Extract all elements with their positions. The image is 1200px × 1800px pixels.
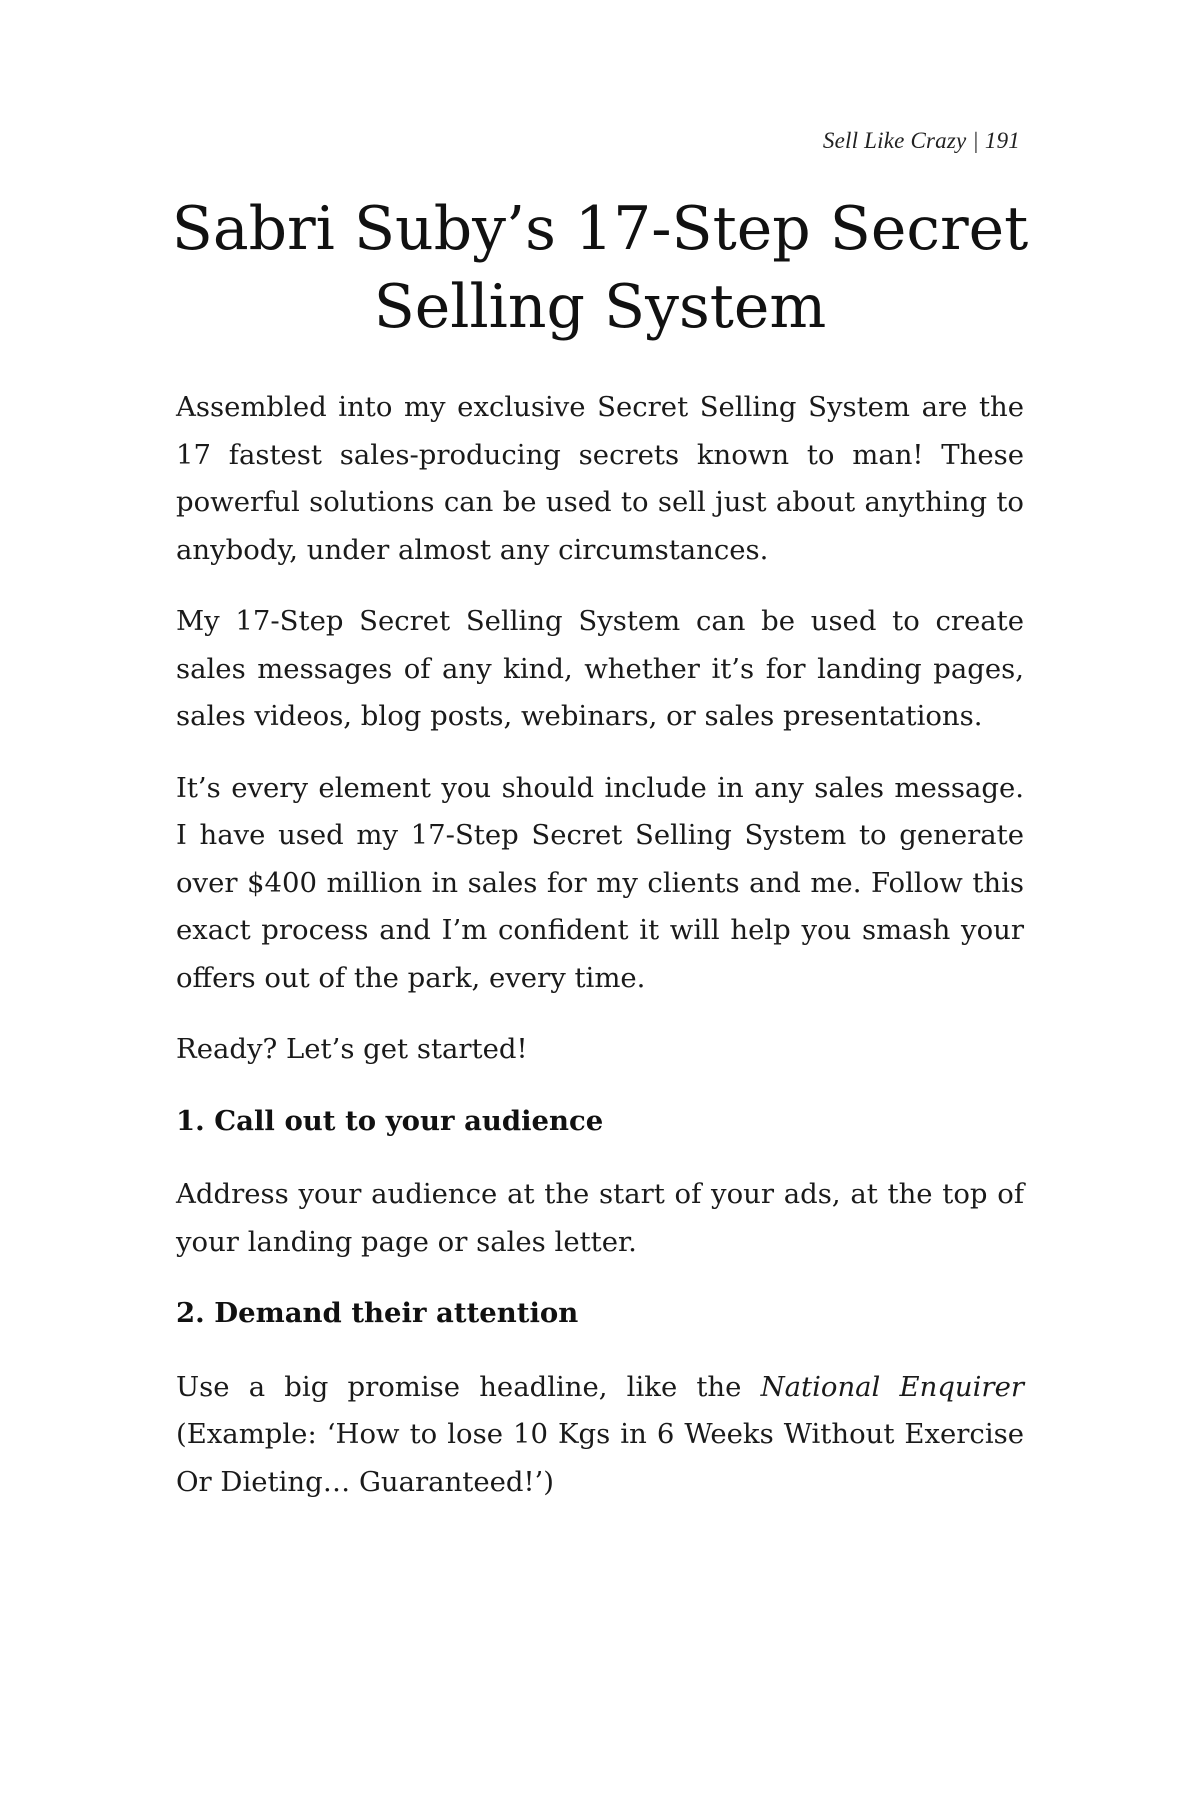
intro-paragraph-3: It’s every element you should include in any sales message. I have used my 17-Step Secret Selling System to generate over $400 million in sales for my clients and me. Follow this exact process and I’m confident it will help you smash your offers out of the park, every time. xyxy=(176,771,1024,994)
chapter-title xyxy=(150,190,1050,346)
step-2-publication-name: National Enquirer xyxy=(760,1370,1024,1403)
running-header-separator: | xyxy=(972,128,979,153)
step-1-heading: 1. Call out to your audience xyxy=(176,1104,604,1137)
chapter-title-line-1: Sabri Suby’s 17-Step Secret xyxy=(171,194,1029,264)
running-header xyxy=(823,128,1020,154)
step-2-text-after: (Example: ‘How to lose 10 Kgs in 6 Weeks Without Exercise Or Dieting… Guaranteed!’) xyxy=(176,1418,1024,1498)
step-2-heading: 2. Demand their attention xyxy=(176,1297,579,1329)
body-text xyxy=(176,384,1024,1530)
intro-paragraph-1: Assembled into my exclusive Secret Selling System are the 17 fastest sales-producing secrets known to man! These powerful solutions can be used to sell just about anything to anybody, under almost any circumstances. xyxy=(176,391,1024,566)
step-2-text-before: Use a big promise headline, like the xyxy=(176,1370,761,1403)
running-header-book-title: Sell Like Crazy xyxy=(822,128,967,153)
running-header-page-number: 191 xyxy=(984,128,1020,153)
chapter-title-line-2: Selling System xyxy=(373,272,827,342)
step-2-text xyxy=(176,1364,1024,1507)
step-1-text: Address your audience at the start of your ads, at the top of your landing page or sales letter. xyxy=(176,1178,1024,1258)
intro-paragraph-4: Ready? Let’s get started! xyxy=(176,1033,528,1065)
intro-paragraph-2: My 17-Step Secret Selling System can be used to create sales messages of any kind, whether it’s for landing pages, sales videos, blog posts, webinars, or sales presentations. xyxy=(176,605,1024,732)
